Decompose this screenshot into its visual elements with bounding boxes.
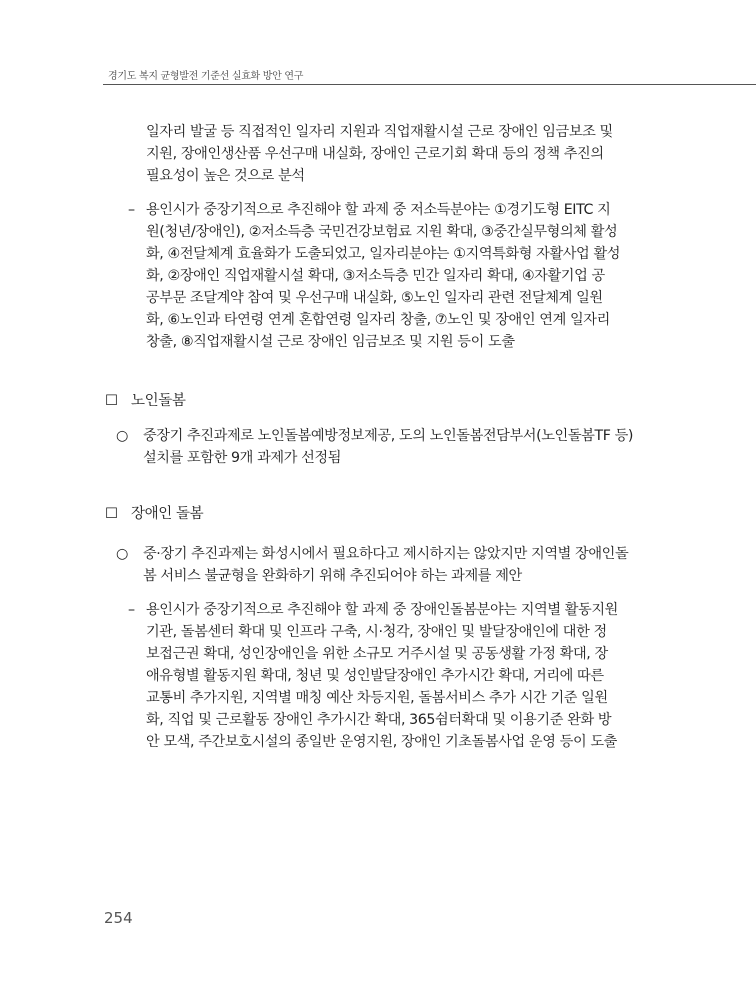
text-line: 보접근권 확대, 성인장애인을 위한 소규모 거주시설 및 공동생활 가정 확대, 장 (146, 646, 608, 662)
text-line: 봄 서비스 불균형을 완화하기 위해 추진되어야 하는 과제를 제안 (143, 568, 522, 584)
section-heading (105, 390, 185, 412)
circle-bullet: ○ (116, 546, 128, 562)
text-line: 공부문 조달계약 참여 및 우선구매 내실화, ⑤노인 일자리 관련 전달체계 일원 (146, 290, 603, 306)
text-line: 일자리 발굴 등 직접적인 일자리 지원과 직업재활시설 근로 장애인 임금보조 및 (146, 124, 613, 140)
section-title: 장애인 돌봄 (131, 506, 204, 522)
text-line: 화, ②장애인 직업재활시설 확대, ③저소득층 민간 일자리 확대, ④자활기업 공 (146, 268, 605, 284)
text-line: 창출, ⑧직업재활시설 근로 장애인 임금보조 및 지원 등이 도출 (146, 334, 515, 350)
text-line: 용인시가 중장기적으로 추진해야 할 과제 중 장애인돌봄분야는 지역별 활동지원 (146, 602, 618, 618)
text-line: 기관, 돌봄센터 확대 및 인프라 구축, 시·청각, 장애인 및 발달장애인에 대한 정 (146, 624, 607, 640)
dash-bullet: – (128, 602, 135, 618)
text-line: 교통비 추가지원, 지역별 매칭 예산 차등지원, 돌봄서비스 추가 시간 기준 일원 (146, 690, 608, 706)
text-line: 원(청년/장애인), ②저소득층 국민건강보험료 지원 확대, ③중간실무형의체 활성 (146, 224, 618, 240)
text-line: 중장기 추진과제로 노인돌봄예방정보제공, 도의 노인돌봄전담부서(노인돌봄TF 등) (143, 428, 634, 444)
text-line: 지원, 장애인생산품 우선구매 내실화, 장애인 근로기회 확대 등의 정책 추진의 (146, 146, 604, 162)
running-header: 경기도 복지 균형발전 기준선 실효화 방안 연구 (108, 71, 304, 82)
continuation-paragraph (146, 121, 613, 187)
circle-list-item (116, 425, 666, 469)
square-bullet: ☐ (105, 393, 118, 409)
header-divider (103, 84, 756, 85)
circle-list-item (116, 543, 666, 587)
dash-list-item (128, 599, 668, 753)
page-number: 254 (104, 909, 133, 927)
text-line: 화, ④전달체계 효율화가 도출되었고, 일자리분야는 ①지역특화형 자활사업 활성 (146, 246, 621, 262)
section-heading (105, 503, 203, 525)
text-line: 설치를 포함한 9개 과제가 선정됨 (143, 450, 342, 466)
dash-bullet: – (128, 202, 135, 218)
text-line: 필요성이 높은 것으로 분석 (146, 168, 305, 184)
text-line: 안 모색, 주간보호시설의 종일반 운영지원, 장애인 기초돌봄사업 운영 등이 도출 (146, 734, 617, 750)
text-line: 용인시가 중장기적으로 추진해야 할 과제 중 저소득분야는 ①경기도형 EITC 지 (146, 202, 611, 218)
dash-list-item (128, 199, 668, 353)
text-line: 화, ⑥노인과 타연령 연계 혼합연령 일자리 창출, ⑦노인 및 장애인 연계 일자리 (146, 312, 610, 328)
square-bullet: ☐ (105, 506, 118, 522)
text-line: 애유형별 활동지원 확대, 청년 및 성인발달장애인 추가시간 확대, 거리에 따른 (146, 668, 604, 684)
text-line: 화, 직업 및 근로활동 장애인 추가시간 확대, 365쉼터확대 및 이용기준 완화 방 (146, 712, 612, 728)
text-line: 중·장기 추진과제는 화성시에서 필요하다고 제시하지는 않았지만 지역별 장애인돌 (143, 546, 629, 562)
circle-bullet: ○ (116, 428, 128, 444)
section-title: 노인돌봄 (131, 393, 186, 409)
